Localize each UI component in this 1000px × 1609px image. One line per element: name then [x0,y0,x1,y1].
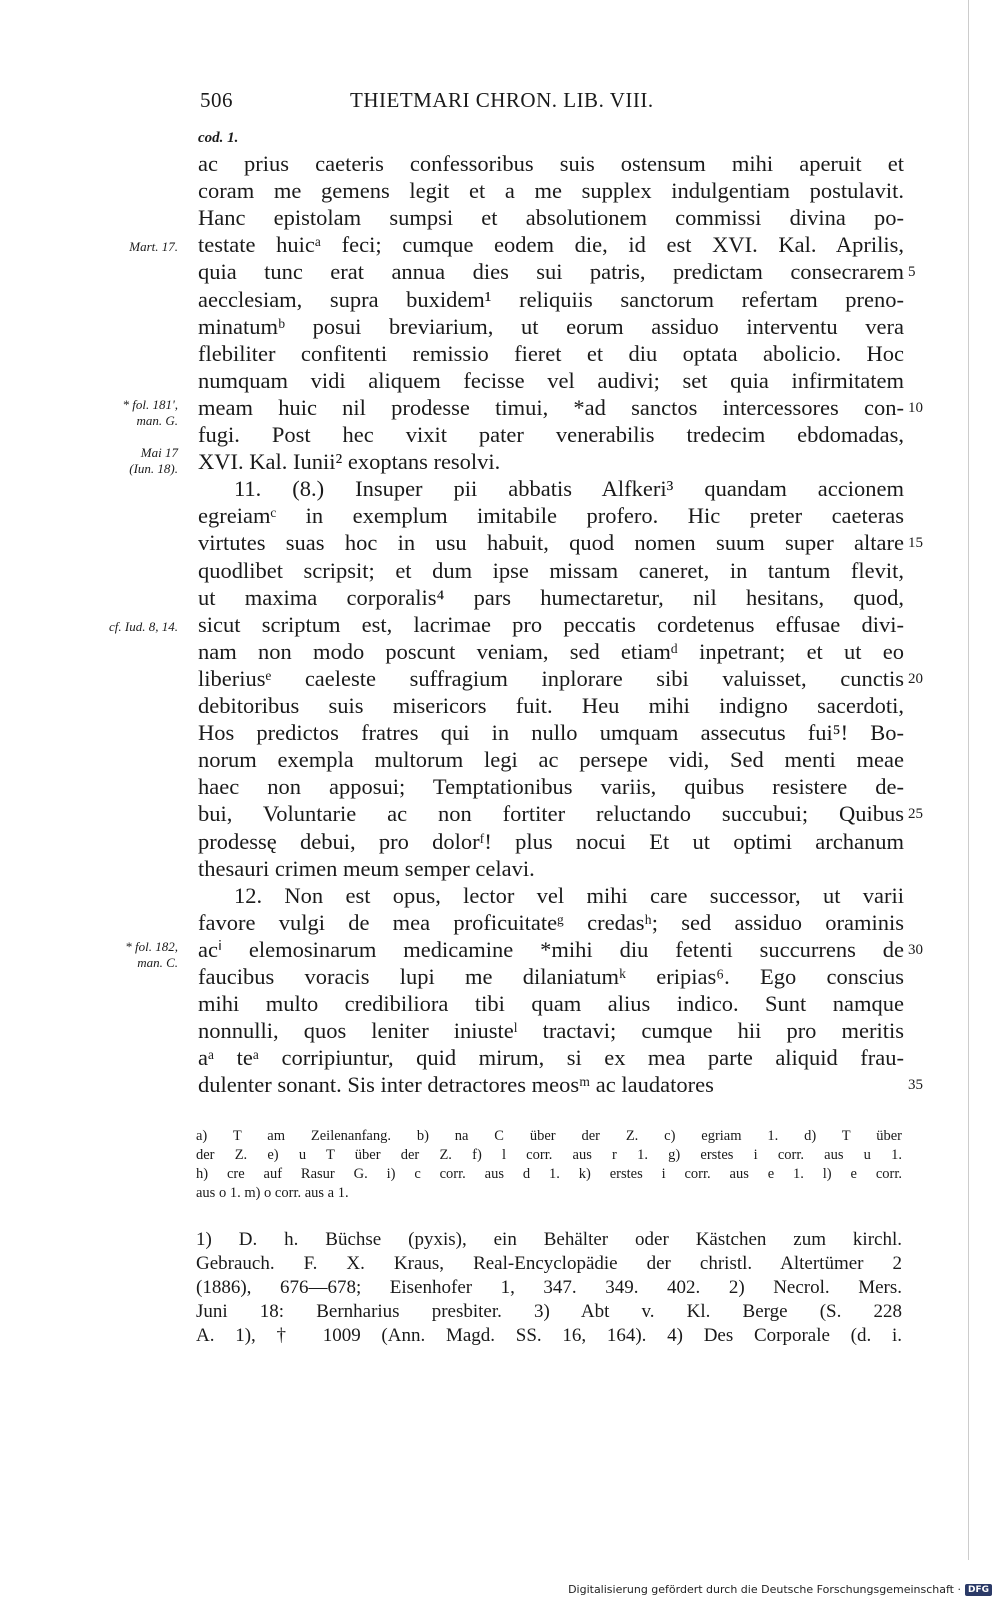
text-line: quodlibet scripsit; et dum ipse missam caneret, in tantum flevit, [198,557,904,583]
text-line: virtutes suas hoc in usu habuit, quod nomen suum super altare [198,530,904,556]
text-line: coram me gemens legit et a me supplex indulgentiam postulavit. [198,178,904,204]
text-line: Hanc epistolam sumpsi et absolutionem commissi divina po- [198,205,904,231]
margin-note: * fol. 182, [125,939,178,954]
text-line: fugi. Post hec vixit pater venerabilis tredecim ebdomadas, [198,422,904,447]
source-note-line: (1886), 676—678; Eisenhofer 1, 347. 349. 402. 2) Necrol. Mers. [196,1277,902,1298]
source-note-line: Juni 18: Bernharius presbiter. 3) Abt v. Kl. Berge (S. 228 [196,1301,902,1322]
line-number: 25 [908,806,923,823]
text-line: numquam vidi aliquem fecisse vel audivi; set quia infirmitatem [198,367,904,393]
apparatus-line: h) cre auf Rasur G. i) c corr. aus d 1. k) erstes i corr. aus e 1. l) e corr. [196,1166,902,1182]
margin-note: man. C. [137,955,178,970]
line-number: 20 [908,670,923,687]
margin-note: Mai 17 [140,445,178,460]
text-line: acⁱ elemosinarum medicamine *mihi diu fetenti succurrens de [198,936,904,962]
margin-note: (Iun. 18). [129,461,178,476]
text-line: haec non apposui; Temptationibus variis, quibus resistere de- [198,774,904,800]
digitization-credit [568,1583,992,1596]
source-note-line: A. 1), † 1009 (Ann. Magd. SS. 16, 164). 4) Des Corporale (d. i. [196,1325,902,1346]
margin-note: Mart. 17. [129,239,178,254]
text-line: 12. Non est opus, lector vel mihi care successor, ut varii [234,882,904,908]
text-line: nam non modo poscunt veniam, sed etiamᵈ inpetrant; et ut eo [198,638,904,664]
source-note-line: 1) D. h. Büchse (pyxis), ein Behälter oder Kästchen zum kirchl. [196,1229,902,1250]
text-line: XVI. Kal. Iunii² exoptans resolvi. [198,449,501,475]
margin-note: man. G. [136,413,178,428]
apparatus-line: aus o 1. m) o corr. aus a 1. [196,1185,349,1201]
text-line: liberiusᵉ caeleste suffragium inplorare sibi valuisset, cunctis [198,665,904,691]
line-number: 15 [908,535,923,552]
text-line: favore vulgi de mea proficuitateᵍ credasʰ; sed assiduo oraminis [198,909,904,935]
page-number: 506 [200,88,233,112]
text-line: thesauri crimen meum semper celavi. [198,855,535,881]
text-line: aᵃ teᵃ corripiuntur, quid mirum, si ex mea parte aliquid frau- [198,1045,904,1071]
text-line: nonnulli, quos leniter iniusteˡ tractavi; cumque hii pro meritis [198,1018,904,1044]
line-number: 30 [908,941,923,958]
page-title: THIETMARI CHRON. LIB. VIII. [350,88,654,112]
text-line: egreiamᶜ in exemplum imitabile profero. Hic preter caeteras [198,503,904,529]
text-line: ac prius caeteris confessoribus suis ostensum mihi aperuit et [198,151,904,176]
text-line: minatumᵇ posui breviarium, ut eorum assiduo interventu vera [198,313,904,339]
source-note-line: Gebrauch. F. X. Kraus, Real-Encyclopädie der christl. Altertümer 2 [196,1253,902,1274]
line-number: 10 [908,399,923,416]
running-head [200,88,800,118]
text-line: Hos predictos fratres qui in nullo umquam assecutus fui⁵! Bo- [198,720,904,746]
line-number: 35 [908,1077,923,1094]
text-line: prodessę debui, pro dolorᶠ! plus nocui Et ut optimi archanum [198,828,904,854]
text-line: faucibus voracis lupi me dilaniatumᵏ eripias⁶. Ego conscius [198,964,904,989]
text-line: 11. (8.) Insuper pii abbatis Alfkeri³ quandam accionem [234,476,904,502]
text-line: quia tunc erat annua dies sui patris, predictam consecrarem [198,259,904,285]
text-line: flebiliter confitenti remissio fieret et diu optata abolicio. Hoc [198,340,904,366]
text-line: debitoribus suis misericors fuit. Heu mihi indigno sacerdoti, [198,693,904,718]
codex-note: cod. 1. [198,130,239,146]
text-line: norum exempla multorum legi ac persepe vidi, Sed menti meae [198,747,904,773]
apparatus-line: der Z. e) u T über der Z. f) l corr. aus r 1. g) erstes i corr. aus u 1. [196,1147,902,1163]
credit-text: Digitalisierung gefördert durch die Deutsche Forschungsgemeinschaft · [568,1583,961,1596]
scan-edge-line [968,0,969,1560]
text-line: dulenter sonant. Sis inter detractores meosᵐ ac laudatores [198,1072,714,1098]
margin-note: * fol. 181', [122,397,178,412]
text-line: bui, Voluntarie ac non fortiter reluctando succubui; Quibus [198,801,904,827]
text-line: meam huic nil prodesse timui, *ad sanctos intercessores con- [198,394,904,420]
dfg-logo: DFG [965,1584,992,1596]
apparatus-line: a) T am Zeilenanfang. b) na C über der Z. c) egriam 1. d) T über [196,1128,902,1144]
margin-note: cf. Iud. 8, 14. [109,619,178,634]
text-line: testate huicᵃ feci; cumque eodem die, id est XVI. Kal. Aprilis, [198,232,904,258]
text-line: ut maxima corporalis⁴ pars humectaretur, nil hesitans, quod, [198,584,904,610]
line-number: 5 [908,264,916,281]
text-line: aecclesiam, supra buxidem¹ reliquiis sanctorum refertam preno- [198,286,904,312]
text-line: sicut scriptum est, lacrimae pro peccatis cordetenus effusae divi- [198,611,904,637]
text-line: mihi multo credibiliora tibi quam alius indico. Sunt namque [198,991,904,1017]
